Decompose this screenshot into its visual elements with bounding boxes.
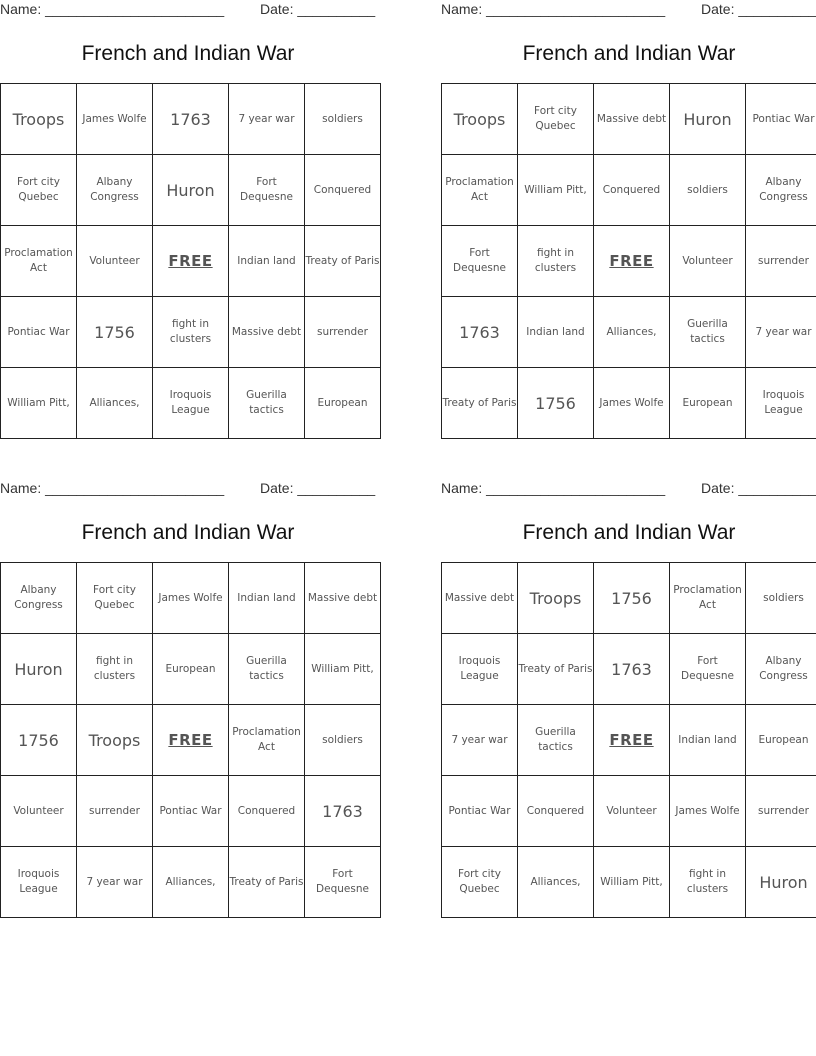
bingo-card xyxy=(0,479,376,929)
bingo-cell: soldiers xyxy=(305,84,381,155)
card-header xyxy=(0,480,376,500)
bingo-cell: Albany Congress xyxy=(746,155,816,226)
bingo-cell: Treaty of Paris xyxy=(305,226,381,297)
bingo-cell: Troops xyxy=(442,84,518,155)
bingo-cell: surrender xyxy=(77,776,153,847)
bingo-cell: Alliances, xyxy=(518,847,594,918)
bingo-cell: 7 year war xyxy=(746,297,816,368)
bingo-cell: fight in clusters xyxy=(670,847,746,918)
date-field-label: Date: __________ xyxy=(260,480,376,496)
bingo-cell: Fort Dequesne xyxy=(442,226,518,297)
card-title: French and Indian War xyxy=(81,42,295,65)
card-title: French and Indian War xyxy=(522,521,736,544)
bingo-cell: James Wolfe xyxy=(594,368,670,439)
bingo-cell: 7 year war xyxy=(77,847,153,918)
bingo-cell: Pontiac War xyxy=(746,84,816,155)
bingo-cell: Alliances, xyxy=(594,297,670,368)
bingo-row xyxy=(442,226,816,297)
bingo-cell: Volunteer xyxy=(594,776,670,847)
bingo-cell: 1756 xyxy=(594,563,670,634)
bingo-cell: Indian land xyxy=(229,226,305,297)
card-header xyxy=(0,1,376,21)
bingo-cell: soldiers xyxy=(670,155,746,226)
bingo-cell: Albany Congress xyxy=(746,634,816,705)
bingo-cell: William Pitt, xyxy=(305,634,381,705)
bingo-cell: William Pitt, xyxy=(1,368,77,439)
bingo-cell: Fort Dequesne xyxy=(670,634,746,705)
bingo-cell: Indian land xyxy=(518,297,594,368)
bingo-cell: 1763 xyxy=(305,776,381,847)
bingo-cell: fight in clusters xyxy=(77,634,153,705)
bingo-cell: Guerilla tactics xyxy=(670,297,746,368)
bingo-cell: Iroquois League xyxy=(153,368,229,439)
bingo-cell: Massive debt xyxy=(594,84,670,155)
bingo-cell: European xyxy=(305,368,381,439)
date-field-label: Date: __________ xyxy=(260,1,376,17)
bingo-cell: Proclamation Act xyxy=(442,155,518,226)
card-title: French and Indian War xyxy=(522,42,736,65)
bingo-cell: Conquered xyxy=(518,776,594,847)
bingo-row xyxy=(442,297,816,368)
bingo-cell: Volunteer xyxy=(670,226,746,297)
bingo-cell: James Wolfe xyxy=(77,84,153,155)
free-space: FREE xyxy=(594,226,670,297)
free-space: FREE xyxy=(594,705,670,776)
bingo-row xyxy=(1,634,381,705)
bingo-cell: soldiers xyxy=(305,705,381,776)
bingo-row xyxy=(1,368,381,439)
bingo-cell: surrender xyxy=(305,297,381,368)
card-title: French and Indian War xyxy=(81,521,295,544)
bingo-row xyxy=(1,297,381,368)
bingo-cell: Treaty of Paris xyxy=(518,634,594,705)
bingo-cell: Fort Dequesne xyxy=(305,847,381,918)
bingo-cell: Massive debt xyxy=(305,563,381,634)
bingo-cell: Proclamation Act xyxy=(229,705,305,776)
bingo-cell: surrender xyxy=(746,226,816,297)
free-space: FREE xyxy=(153,705,229,776)
bingo-cell: Albany Congress xyxy=(1,563,77,634)
bingo-cell: Massive debt xyxy=(229,297,305,368)
bingo-cell: Iroquois League xyxy=(442,634,518,705)
bingo-cell: Conquered xyxy=(594,155,670,226)
bingo-cell: Guerilla tactics xyxy=(229,634,305,705)
bingo-cell: Huron xyxy=(153,155,229,226)
bingo-cell: Fort city Quebec xyxy=(442,847,518,918)
bingo-cell: 7 year war xyxy=(229,84,305,155)
bingo-grid xyxy=(441,562,816,918)
bingo-cell: Fort Dequesne xyxy=(229,155,305,226)
bingo-cell: Guerilla tactics xyxy=(229,368,305,439)
bingo-row xyxy=(1,847,381,918)
bingo-card xyxy=(441,0,816,450)
bingo-cell: European xyxy=(670,368,746,439)
bingo-cell: fight in clusters xyxy=(153,297,229,368)
free-space: FREE xyxy=(153,226,229,297)
bingo-cell: Fort city Quebec xyxy=(1,155,77,226)
bingo-cell: Pontiac War xyxy=(1,297,77,368)
bingo-cell: Albany Congress xyxy=(77,155,153,226)
bingo-row xyxy=(442,634,816,705)
card-header xyxy=(441,1,816,21)
bingo-cell: Conquered xyxy=(229,776,305,847)
bingo-cell: Pontiac War xyxy=(442,776,518,847)
bingo-cell: William Pitt, xyxy=(594,847,670,918)
bingo-cell: Huron xyxy=(746,847,816,918)
bingo-cell: Treaty of Paris xyxy=(442,368,518,439)
bingo-cell: Alliances, xyxy=(77,368,153,439)
bingo-cell: surrender xyxy=(746,776,816,847)
bingo-row xyxy=(442,705,816,776)
bingo-cell: Fort city Quebec xyxy=(77,563,153,634)
bingo-cell: James Wolfe xyxy=(670,776,746,847)
bingo-cell: European xyxy=(153,634,229,705)
card-header xyxy=(441,480,816,500)
name-field-label: Name: _______________________ xyxy=(441,1,666,17)
bingo-cell: Indian land xyxy=(670,705,746,776)
bingo-cell: William Pitt, xyxy=(518,155,594,226)
bingo-cell: Massive debt xyxy=(442,563,518,634)
bingo-row xyxy=(1,84,381,155)
bingo-grid xyxy=(0,562,381,918)
name-field-label: Name: _______________________ xyxy=(0,480,225,496)
bingo-cell: 1756 xyxy=(518,368,594,439)
bingo-cell: 1756 xyxy=(77,297,153,368)
bingo-row xyxy=(442,847,816,918)
bingo-cell: Iroquois League xyxy=(1,847,77,918)
bingo-cell: fight in clusters xyxy=(518,226,594,297)
bingo-card xyxy=(0,0,380,450)
bingo-cell: 1763 xyxy=(153,84,229,155)
bingo-cell: Volunteer xyxy=(77,226,153,297)
bingo-row xyxy=(442,155,816,226)
bingo-cell: Troops xyxy=(1,84,77,155)
bingo-cell: Huron xyxy=(670,84,746,155)
bingo-row xyxy=(442,84,816,155)
bingo-cell: Troops xyxy=(77,705,153,776)
bingo-cell: 7 year war xyxy=(442,705,518,776)
bingo-grid xyxy=(441,83,816,439)
bingo-cell: Treaty of Paris xyxy=(229,847,305,918)
name-field-label: Name: _______________________ xyxy=(441,480,666,496)
bingo-row xyxy=(1,705,381,776)
bingo-cell: 1756 xyxy=(1,705,77,776)
name-field-label: Name: _______________________ xyxy=(0,1,225,17)
bingo-cell: Iroquois League xyxy=(746,368,816,439)
bingo-cell: James Wolfe xyxy=(153,563,229,634)
bingo-card xyxy=(441,479,816,929)
bingo-cell: Proclamation Act xyxy=(1,226,77,297)
bingo-cell: Indian land xyxy=(229,563,305,634)
bingo-cell: Guerilla tactics xyxy=(518,705,594,776)
bingo-cell: Conquered xyxy=(305,155,381,226)
bingo-row xyxy=(442,368,816,439)
bingo-row xyxy=(1,226,381,297)
bingo-grid xyxy=(0,83,381,439)
bingo-cell: Fort city Quebec xyxy=(518,84,594,155)
bingo-row xyxy=(1,563,381,634)
bingo-cell: soldiers xyxy=(746,563,816,634)
date-field-label: Date: __________ xyxy=(701,480,816,496)
bingo-row xyxy=(1,776,381,847)
bingo-row xyxy=(1,155,381,226)
bingo-cell: 1763 xyxy=(442,297,518,368)
bingo-cell: Pontiac War xyxy=(153,776,229,847)
date-field-label: Date: __________ xyxy=(701,1,816,17)
bingo-cell: 1763 xyxy=(594,634,670,705)
bingo-cell: Alliances, xyxy=(153,847,229,918)
bingo-cell: Huron xyxy=(1,634,77,705)
bingo-cell: European xyxy=(746,705,816,776)
bingo-cell: Proclamation Act xyxy=(670,563,746,634)
bingo-cell: Troops xyxy=(518,563,594,634)
bingo-row xyxy=(442,563,816,634)
bingo-row xyxy=(442,776,816,847)
bingo-cell: Volunteer xyxy=(1,776,77,847)
